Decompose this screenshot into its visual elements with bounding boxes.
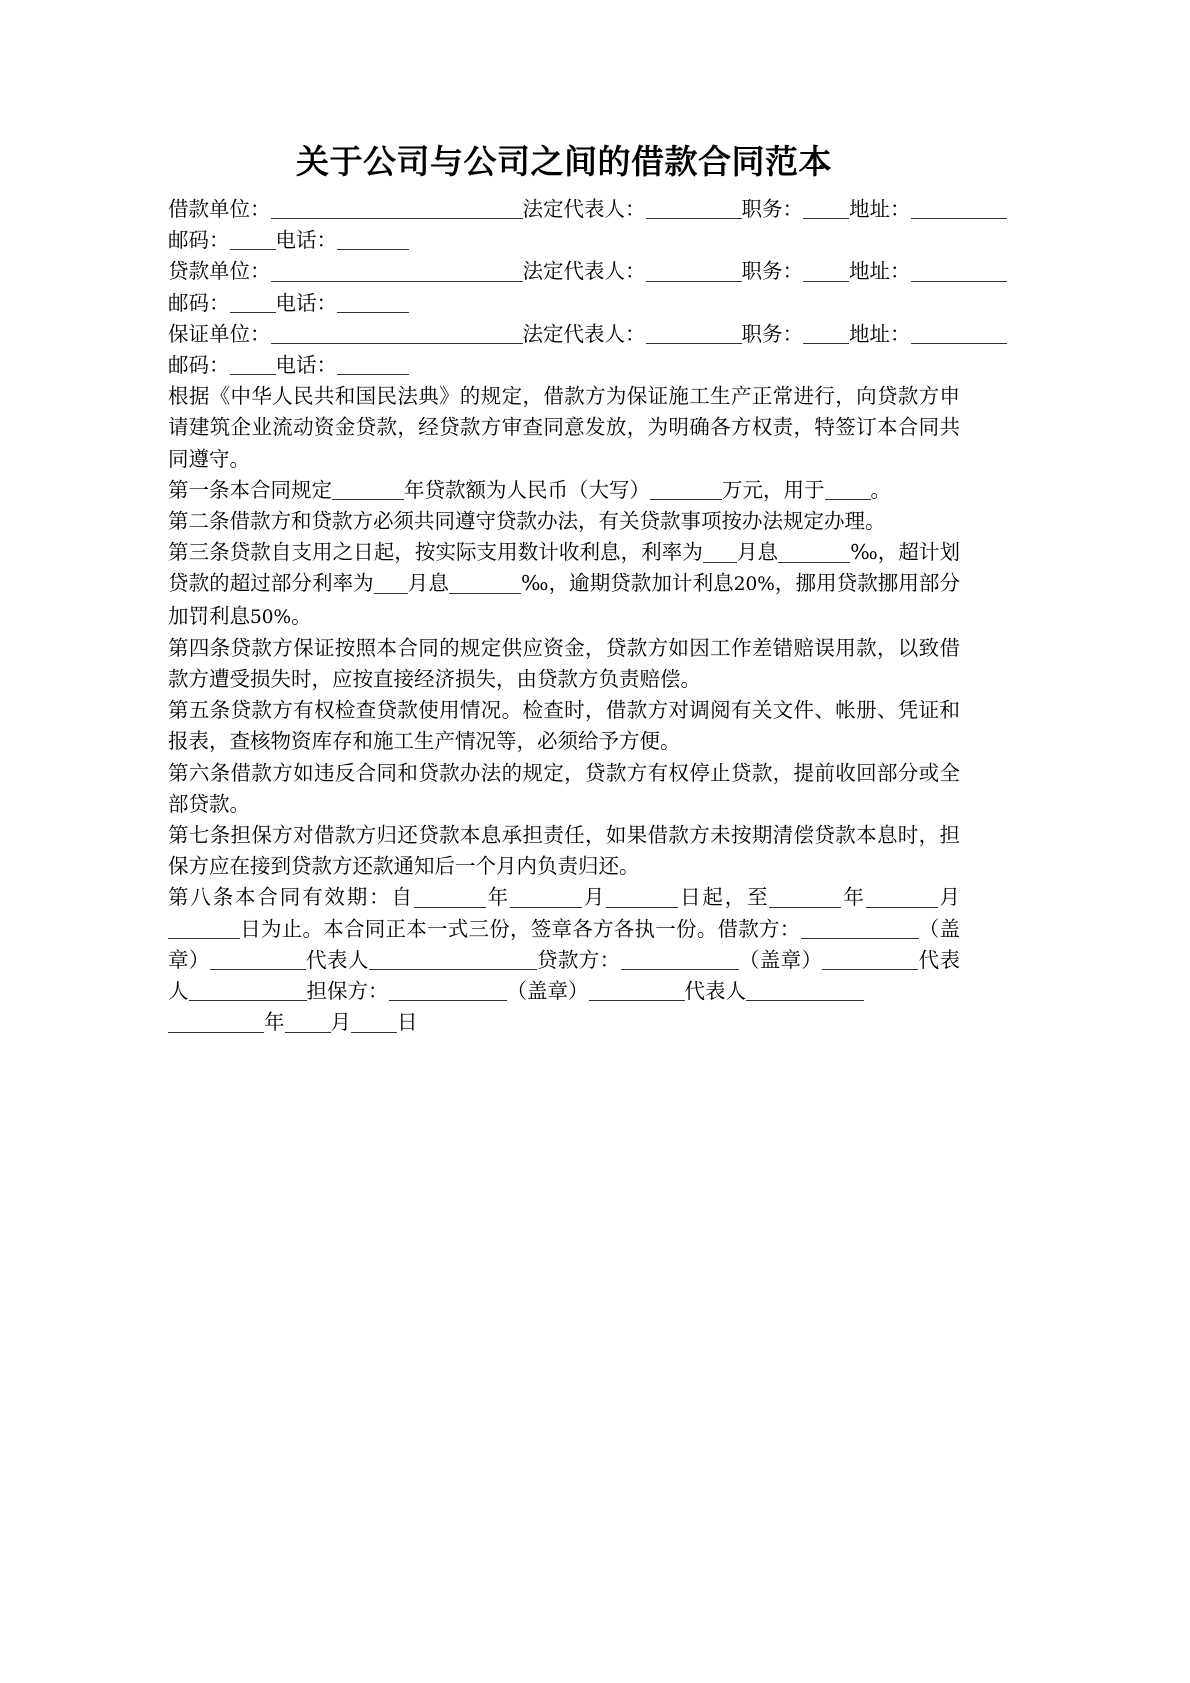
article-3-permille-blank-2[interactable]: [449, 572, 521, 594]
article-8-start-day-blank[interactable]: [606, 886, 678, 908]
lender-tel-blank[interactable]: [337, 291, 409, 313]
article-1-amount-blank[interactable]: [650, 478, 722, 500]
article-8-text-2: 日起，至: [678, 885, 770, 910]
party-row-borrower: [168, 194, 960, 225]
article-1-text-4: 。: [870, 477, 891, 502]
signature-borrower-rep-blank-2[interactable]: [465, 948, 537, 970]
borrower-rep-label: 法定代表人：: [522, 197, 646, 221]
signature-lender-seal-blank[interactable]: [822, 948, 918, 970]
article-1-year-blank[interactable]: [332, 478, 404, 500]
article-3-text-4: 月息: [407, 571, 449, 596]
article-8: [168, 882, 960, 1007]
borrower-zip-blank[interactable]: [230, 229, 276, 251]
party-contact-lender: [168, 288, 960, 319]
article-3-text-2: 月息: [736, 540, 779, 565]
signature-borrower-seal: （盖章）: [168, 916, 960, 972]
lender-zip-label: 邮码：: [168, 290, 230, 315]
signature-guarantor-blank[interactable]: [389, 979, 507, 1001]
signature-guarantor-label: 担保方：: [306, 979, 389, 1004]
guarantor-unit-label: 保证单位：: [168, 321, 271, 346]
borrower-addr-blank[interactable]: [911, 197, 1007, 219]
guarantor-rep-blank[interactable]: [646, 322, 742, 344]
borrower-tel-label: 电话：: [275, 228, 337, 253]
signature-lender-label: 贷款方：: [536, 947, 621, 972]
article-7: 第七条担保方对借款方归还贷款本息承担责任，如果借款方未按期清偿贷款本息时，担保方应在接到贷款方还款通知后一个月内负责归还。: [168, 823, 960, 879]
article-5: 第五条贷款方有权检查贷款使用情况。检查时，借款方对调阅有关文件、帐册、凭证和报表，查核物资库存和施工生产情况等，必须给予方便。: [168, 698, 960, 754]
signature-date-year-blank[interactable]: [168, 1011, 264, 1033]
signature-borrower-seal-blank[interactable]: [210, 948, 306, 970]
signature-borrower-blank[interactable]: [801, 917, 919, 939]
signature-borrower-rep-blank[interactable]: [369, 948, 465, 970]
article-8-text-3: 日为止。本合同正本一式三份，签章各方各执一份。: [240, 916, 718, 941]
guarantor-zip-label: 邮码：: [168, 353, 230, 378]
guarantor-addr-label: 地址：: [849, 321, 911, 346]
article-2: 第二条借款方和贷款方必须共同遵守贷款办法，有关贷款事项按办法规定办理。: [168, 509, 886, 534]
article-3-text-1: 第三条贷款自支用之日起，按实际支用数计收利息，利率为: [168, 540, 703, 565]
guarantor-tel-blank[interactable]: [337, 353, 409, 375]
lender-addr-blank[interactable]: [911, 260, 1007, 282]
borrower-unit-blank[interactable]: [271, 197, 523, 219]
borrower-unit-label: 借款单位：: [168, 197, 271, 221]
lender-addr-label: 地址：: [849, 259, 911, 284]
guarantor-rep-label: 法定代表人：: [522, 321, 646, 346]
article-3-text-3: ‰，超计划贷款的超过部分利率为: [168, 540, 961, 596]
article-8-start-year-blank[interactable]: [414, 886, 486, 908]
signature-borrower-label: 借款方：: [717, 916, 801, 941]
article-8-end-month-blank[interactable]: [866, 886, 938, 908]
lender-zip-blank[interactable]: [230, 291, 276, 313]
article-3-text-5: ‰，逾期贷款加计利息: [520, 571, 734, 596]
article-8-end-day-blank[interactable]: [168, 917, 240, 939]
article-8-end-year-blank[interactable]: [769, 886, 841, 908]
borrower-addr-label: 地址：: [849, 197, 911, 221]
signature-date-year-label: 年: [264, 1010, 285, 1035]
guarantor-unit-blank[interactable]: [271, 322, 523, 344]
article-1-text-3: 万元，用于: [722, 477, 825, 502]
borrower-post-label: 职务：: [741, 197, 803, 221]
signature-guarantor-rep-blank[interactable]: [746, 979, 864, 1001]
article-6: 第六条借款方如违反合同和贷款办法的规定，贷款方有权停止贷款，提前收回部分或全部贷款。: [168, 760, 960, 816]
signature-guarantor-seal-blank[interactable]: [589, 979, 685, 1001]
signature-lender-rep-blank[interactable]: [189, 979, 307, 1001]
borrower-rep-blank[interactable]: [646, 197, 742, 219]
guarantor-post-blank[interactable]: [803, 322, 849, 344]
article-1: [168, 475, 960, 506]
signature-lender-rep-label: 代表人: [168, 947, 961, 1004]
party-contact-borrower: [168, 225, 960, 256]
signature-date-day-label: 日: [397, 1010, 418, 1035]
lender-rep-label: 法定代表人：: [522, 259, 646, 284]
article-1-purpose-blank[interactable]: [825, 478, 871, 500]
article-3-permille-blank-1[interactable]: [778, 541, 850, 563]
party-row-lender: [168, 256, 960, 287]
article-3-rate-blank-1[interactable]: [703, 541, 737, 563]
guarantor-tel-label: 电话：: [275, 353, 337, 378]
page-title: 关于公司与公司之间的借款合同范本: [296, 142, 832, 181]
signature-guarantor-rep-label: 代表人: [684, 979, 746, 1004]
borrower-post-blank[interactable]: [803, 197, 849, 219]
article-4: 第四条贷款方保证按照本合同的规定供应资金，贷款方如因工作差错赔误用款，以致借款方遭受损失时，应按直接经济损失，由贷款方负责赔偿。: [168, 635, 960, 692]
article-3-rate-blank-2[interactable]: [374, 572, 408, 594]
article-8-start-month-blank[interactable]: [510, 886, 582, 908]
guarantor-zip-blank[interactable]: [230, 353, 276, 375]
article-8-year-2: 年: [841, 885, 866, 910]
guarantor-post-label: 职务：: [741, 321, 803, 346]
article-3-overdue-percent: 20%: [733, 574, 775, 596]
lender-post-label: 职务：: [741, 259, 803, 284]
guarantor-addr-blank[interactable]: [911, 322, 1007, 344]
article-3: [168, 537, 960, 633]
article-8-month-1: 月: [582, 885, 607, 910]
signature-lender-blank[interactable]: [621, 948, 739, 970]
lender-unit-blank[interactable]: [271, 260, 523, 282]
party-contact-guarantor: [168, 350, 960, 381]
article-1-text-1: 第一条本合同规定: [168, 477, 332, 502]
article-8-text-1: 第八条本合同有效期：自: [168, 885, 414, 910]
article-8-year-1: 年: [485, 885, 511, 910]
lender-tel-label: 电话：: [275, 290, 337, 315]
article-3-text-7: 。: [291, 603, 312, 628]
signature-date-day-blank[interactable]: [351, 1011, 397, 1033]
signature-date-month-blank[interactable]: [285, 1011, 331, 1033]
signature-date-line: [168, 1007, 960, 1038]
article-1-text-2: 年贷款额为人民币（大写）: [404, 477, 650, 502]
borrower-tel-blank[interactable]: [337, 229, 409, 251]
article-8-month-2: 月: [937, 885, 961, 910]
signature-borrower-rep-label: 代表人: [305, 947, 369, 972]
party-row-guarantor: [168, 319, 960, 350]
preamble-paragraph: 根据《中华人民共和国民法典》的规定，借款方为保证施工生产正常进行，向贷款方申请建筑企业流动资金贷款，经贷款方审查同意发放，为明确各方权责，特签订本合同共同遵守。: [168, 384, 960, 471]
signature-date-month-label: 月: [330, 1010, 351, 1035]
lender-unit-label: 贷款单位：: [168, 259, 271, 284]
lender-post-blank[interactable]: [803, 260, 849, 282]
article-3-misuse-percent: 50%: [250, 606, 292, 628]
signature-lender-seal: （盖章）: [738, 947, 823, 972]
article-3-text-6: ，挪用贷款挪用部分加罚利息: [168, 571, 961, 628]
lender-rep-blank[interactable]: [646, 260, 742, 282]
document-body: [168, 194, 960, 1038]
borrower-zip-label: 邮码：: [168, 228, 230, 253]
signature-guarantor-seal: （盖章）: [506, 979, 589, 1004]
